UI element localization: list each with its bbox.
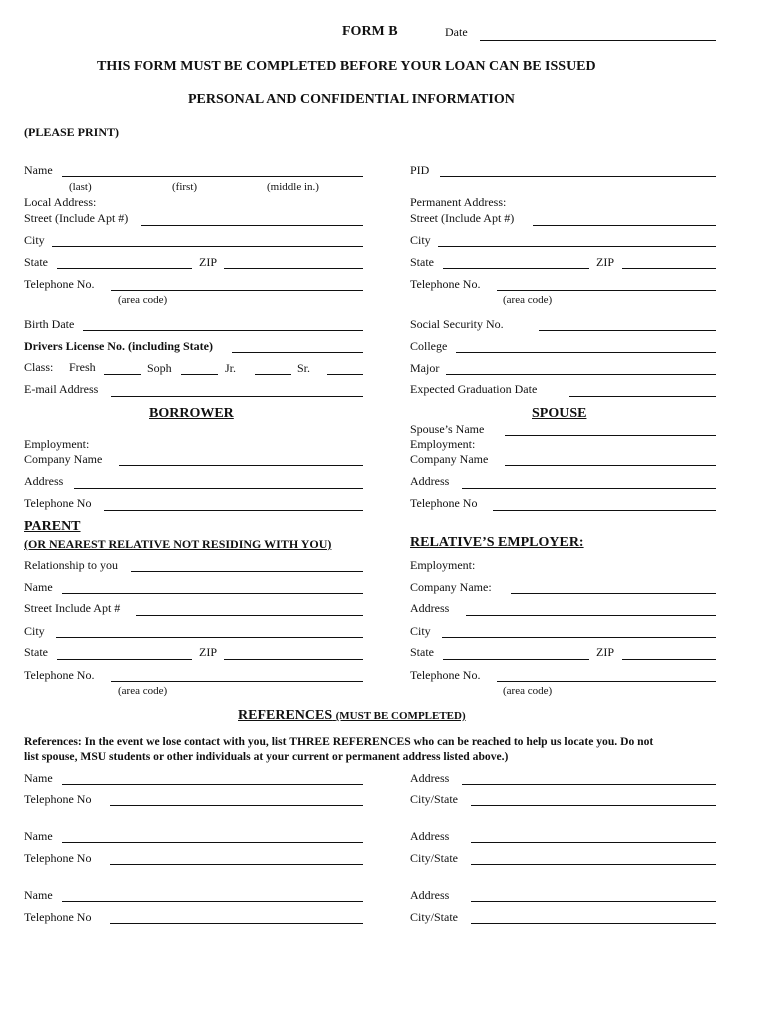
- spouse-company-label: Company Name: [410, 452, 489, 466]
- ref3-name-label: Name: [24, 888, 53, 902]
- borrower-telephone-label: Telephone No: [24, 496, 92, 510]
- grad-date-label: Expected Graduation Date: [410, 382, 538, 396]
- relative-company-label: Company Name:: [410, 580, 492, 594]
- borrower-heading: BORROWER: [149, 406, 234, 421]
- spouse-telephone-field[interactable]: [493, 510, 716, 511]
- please-print-note: (PLEASE PRINT): [24, 125, 120, 139]
- class-fresh-label: Fresh: [69, 360, 96, 374]
- local-address-label: Local Address:: [24, 195, 97, 209]
- parent-zip-field[interactable]: [224, 659, 363, 660]
- date-label: Date: [445, 25, 468, 39]
- email-field[interactable]: [111, 396, 363, 397]
- parent-area-code-hint: (area code): [118, 685, 168, 697]
- local-telephone-label: Telephone No.: [24, 277, 95, 291]
- relative-city-label: City: [410, 624, 431, 638]
- drivers-license-field[interactable]: [232, 352, 363, 353]
- middle-initial-hint: (middle in.): [267, 181, 319, 193]
- relative-address-label: Address: [410, 601, 450, 615]
- references-instructions-line1: References: In the event we lose contact with you, list THREE REFERENCES who can be reached to help us locate you. Do not: [24, 735, 654, 748]
- relative-city-field[interactable]: [442, 637, 716, 638]
- name-label: Name: [24, 163, 53, 177]
- parent-zip-label: ZIP: [199, 645, 217, 659]
- ref2-telephone-field[interactable]: [110, 864, 363, 865]
- permanent-street-field[interactable]: [533, 225, 716, 226]
- permanent-street-label: Street (Include Apt #): [410, 211, 515, 225]
- parent-state-label: State: [24, 645, 48, 659]
- ref2-name-field[interactable]: [62, 842, 363, 843]
- ref2-address-label: Address: [410, 829, 450, 843]
- relative-state-label: State: [410, 645, 434, 659]
- class-jr-label: Jr.: [225, 361, 237, 375]
- spouse-company-field[interactable]: [505, 465, 716, 466]
- ref3-name-field[interactable]: [62, 901, 363, 902]
- parent-street-field[interactable]: [136, 615, 363, 616]
- major-label: Major: [410, 361, 440, 375]
- permanent-telephone-field[interactable]: [497, 290, 716, 291]
- ref1-telephone-field[interactable]: [110, 805, 363, 806]
- class-label: Class:: [24, 360, 54, 374]
- relative-address-field[interactable]: [466, 615, 716, 616]
- references-heading-text: REFERENCES: [238, 708, 333, 723]
- college-label: College: [410, 339, 448, 353]
- borrower-address-field[interactable]: [74, 488, 363, 489]
- email-label: E-mail Address: [24, 382, 99, 396]
- relative-zip-field[interactable]: [622, 659, 716, 660]
- ref2-address-field[interactable]: [471, 842, 716, 843]
- spouse-address-label: Address: [410, 474, 450, 488]
- borrower-address-label: Address: [24, 474, 64, 488]
- ref3-address-label: Address: [410, 888, 450, 902]
- class-sr-field[interactable]: [327, 374, 363, 375]
- parent-name-label: Name: [24, 580, 53, 594]
- local-city-field[interactable]: [52, 246, 363, 247]
- form-notice: THIS FORM MUST BE COMPLETED BEFORE YOUR LOAN CAN BE ISSUED: [97, 59, 596, 74]
- relative-company-field[interactable]: [511, 593, 716, 594]
- local-zip-label: ZIP: [199, 255, 217, 269]
- ssn-label: Social Security No.: [410, 317, 504, 331]
- spouse-address-field[interactable]: [462, 488, 716, 489]
- relative-zip-label: ZIP: [596, 645, 614, 659]
- local-state-field[interactable]: [57, 268, 192, 269]
- relative-employment-label: Employment:: [410, 558, 476, 572]
- form-subtitle: PERSONAL AND CONFIDENTIAL INFORMATION: [188, 92, 515, 107]
- class-jr-field[interactable]: [255, 374, 291, 375]
- birth-date-label: Birth Date: [24, 317, 75, 331]
- spouse-telephone-label: Telephone No: [410, 496, 478, 510]
- permanent-telephone-label: Telephone No.: [410, 277, 481, 291]
- local-zip-field[interactable]: [224, 268, 363, 269]
- permanent-city-field[interactable]: [438, 246, 716, 247]
- local-area-code-hint: (area code): [118, 294, 168, 306]
- form-title: FORM B: [342, 24, 398, 39]
- major-field[interactable]: [446, 374, 716, 375]
- spouse-heading: SPOUSE: [532, 406, 587, 421]
- permanent-address-label: Permanent Address:: [410, 195, 507, 209]
- relative-telephone-label: Telephone No.: [410, 668, 481, 682]
- pid-label: PID: [410, 163, 430, 177]
- ref3-telephone-label: Telephone No: [24, 910, 92, 924]
- parent-subheading: (OR NEAREST RELATIVE NOT RESIDING WITH YOU): [24, 537, 332, 551]
- spouse-name-field[interactable]: [505, 435, 716, 436]
- ref3-address-field[interactable]: [471, 901, 716, 902]
- ref1-telephone-label: Telephone No: [24, 792, 92, 806]
- class-soph-label: Soph: [147, 361, 172, 375]
- local-street-field[interactable]: [141, 225, 363, 226]
- pid-field[interactable]: [440, 176, 716, 177]
- references-heading: [238, 709, 466, 723]
- ref1-city-state-label: City/State: [410, 792, 458, 806]
- ref1-name-field[interactable]: [62, 784, 363, 785]
- class-soph-field[interactable]: [181, 374, 218, 375]
- borrower-company-label: Company Name: [24, 452, 103, 466]
- borrower-employment-label: Employment:: [24, 437, 90, 451]
- parent-telephone-label: Telephone No.: [24, 668, 95, 682]
- parent-city-field[interactable]: [56, 637, 363, 638]
- references-instructions-line2: list spouse, MSU students or other individuals at your current or permanent address listed above.): [24, 750, 509, 763]
- name-field[interactable]: [62, 176, 363, 177]
- relationship-label: Relationship to you: [24, 558, 118, 572]
- parent-street-label: Street Include Apt #: [24, 601, 121, 615]
- relative-telephone-field[interactable]: [497, 681, 716, 682]
- class-sr-label: Sr.: [297, 361, 311, 375]
- permanent-city-label: City: [410, 233, 431, 247]
- drivers-license-label: Drivers License No. (including State): [24, 339, 213, 353]
- permanent-area-code-hint: (area code): [503, 294, 553, 306]
- parent-state-field[interactable]: [57, 659, 192, 660]
- local-street-label: Street (Include Apt #): [24, 211, 129, 225]
- relative-area-code-hint: (area code): [503, 685, 553, 697]
- borrower-company-field[interactable]: [119, 465, 363, 466]
- relationship-field[interactable]: [131, 571, 363, 572]
- permanent-state-label: State: [410, 255, 434, 269]
- parent-city-label: City: [24, 624, 45, 638]
- relative-employer-heading: RELATIVE’S EMPLOYER:: [410, 535, 584, 550]
- ref3-city-state-label: City/State: [410, 910, 458, 924]
- parent-telephone-field[interactable]: [111, 681, 363, 682]
- ref1-address-field[interactable]: [462, 784, 716, 785]
- ref3-city-state-field[interactable]: [471, 923, 716, 924]
- class-fresh-field[interactable]: [104, 374, 141, 375]
- birth-date-field[interactable]: [83, 330, 363, 331]
- ssn-field[interactable]: [539, 330, 716, 331]
- relative-state-field[interactable]: [443, 659, 589, 660]
- permanent-zip-field[interactable]: [622, 268, 716, 269]
- college-field[interactable]: [456, 352, 716, 353]
- parent-heading: PARENT: [24, 519, 81, 534]
- ref3-telephone-field[interactable]: [110, 923, 363, 924]
- spouse-employment-label: Employment:: [410, 437, 476, 451]
- ref2-telephone-label: Telephone No: [24, 851, 92, 865]
- ref2-name-label: Name: [24, 829, 53, 843]
- grad-date-field[interactable]: [569, 396, 716, 397]
- ref1-name-label: Name: [24, 771, 53, 785]
- last-name-hint: (last): [69, 181, 92, 193]
- borrower-telephone-field[interactable]: [104, 510, 363, 511]
- local-telephone-field[interactable]: [111, 290, 363, 291]
- spouse-name-label: Spouse’s Name: [410, 422, 485, 436]
- ref2-city-state-label: City/State: [410, 851, 458, 865]
- ref2-city-state-field[interactable]: [471, 864, 716, 865]
- first-name-hint: (first): [172, 181, 198, 193]
- permanent-state-field[interactable]: [443, 268, 589, 269]
- permanent-zip-label: ZIP: [596, 255, 614, 269]
- references-heading-note: (MUST BE COMPLETED): [335, 710, 466, 722]
- date-field[interactable]: [480, 40, 716, 41]
- ref1-address-label: Address: [410, 771, 450, 785]
- ref1-city-state-field[interactable]: [471, 805, 716, 806]
- local-state-label: State: [24, 255, 48, 269]
- local-city-label: City: [24, 233, 45, 247]
- parent-name-field[interactable]: [62, 593, 363, 594]
